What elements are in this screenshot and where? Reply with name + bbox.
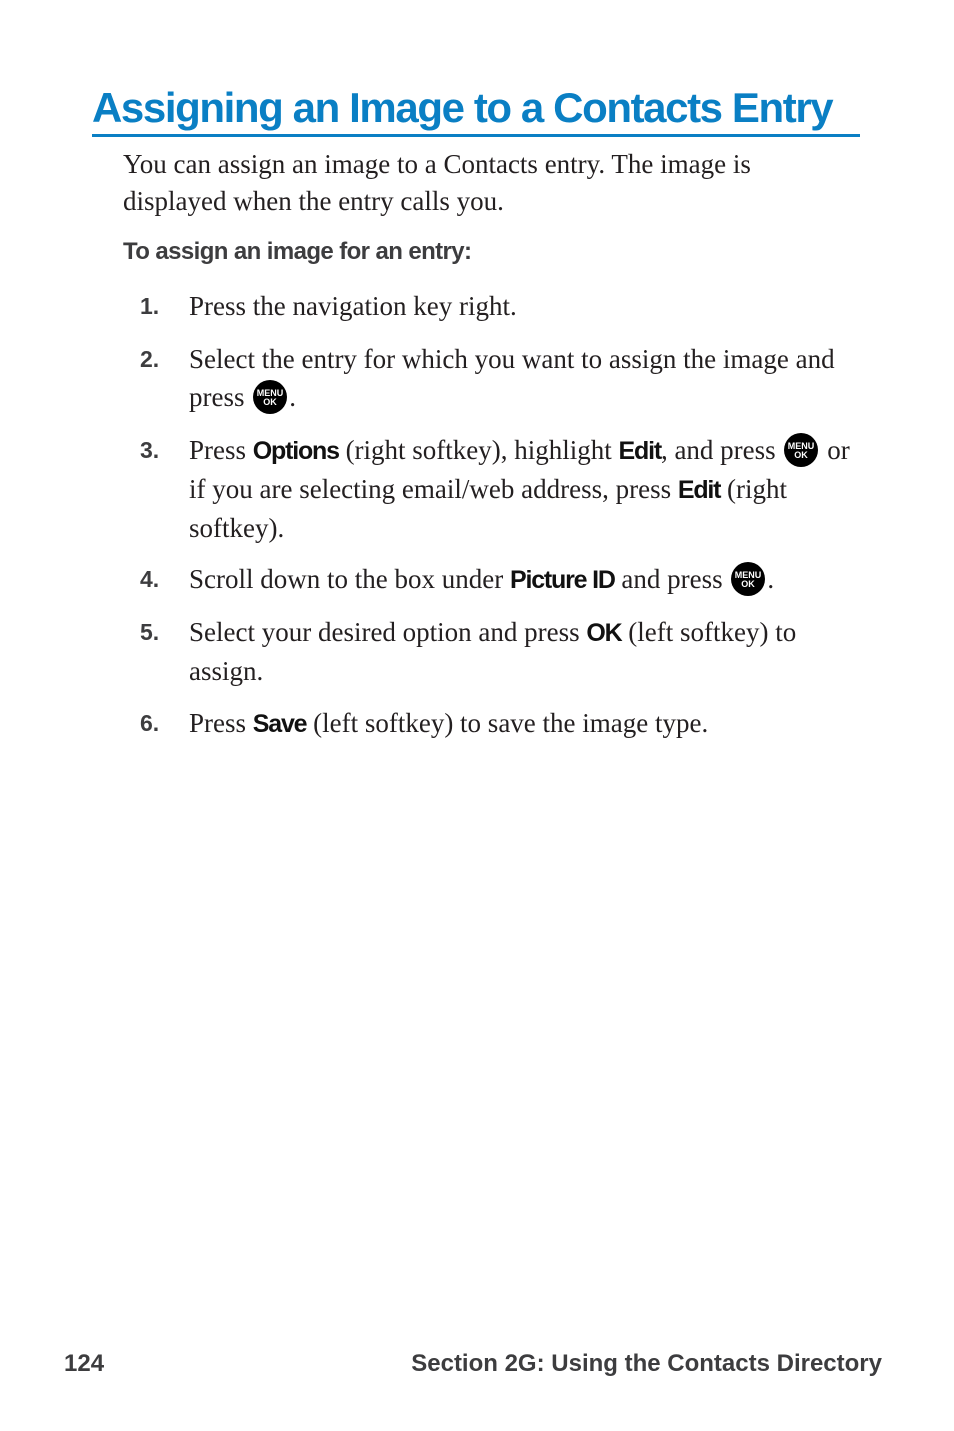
softkey-save-label: Save — [252, 710, 307, 738]
step-number: 5. — [140, 619, 160, 645]
page-title: Assigning an Image to a Contacts Entry — [92, 82, 860, 137]
step-text — [189, 613, 854, 690]
step-number: 6. — [140, 710, 160, 736]
section-footer: Section 2G: Using the Contacts Directory — [411, 1350, 882, 1377]
step-text-part: Press — [189, 435, 247, 465]
softkey-ok-label: OK — [586, 619, 622, 647]
step-text-part: , and press — [660, 435, 776, 465]
softkey-edit-label: Edit — [677, 476, 721, 504]
svg-text:OK: OK — [741, 579, 756, 589]
step-number: 1. — [140, 293, 160, 319]
step-text — [189, 431, 854, 547]
step-number: 4. — [140, 566, 160, 592]
step-text-part: Scroll down to the box under — [189, 564, 504, 594]
page-number: 124 — [64, 1350, 105, 1377]
step-number: 3. — [140, 437, 160, 463]
step-text-part: (right softkey), highlight — [345, 435, 612, 465]
step-text-part: Select your desired option and press — [189, 617, 580, 647]
menu-ok-key-icon — [784, 433, 818, 467]
step-text-part: . — [289, 382, 296, 412]
step-text-part: or if you are selecting email/web address, press — [189, 435, 850, 504]
step-text-part: Press — [189, 708, 247, 738]
step-text-part: and press — [621, 564, 723, 594]
step-text-part: (left softkey) to assign. — [189, 617, 797, 686]
step-number: 2. — [140, 346, 160, 372]
intro-paragraph: You can assign an image to a Contacts entry. The image is displayed when the entry calls you. — [123, 149, 751, 216]
svg-text:MENU: MENU — [257, 388, 284, 398]
svg-text:MENU: MENU — [788, 441, 815, 451]
picture-id-label: Picture ID — [509, 566, 615, 594]
menu-edit-label: Edit — [618, 437, 661, 465]
svg-text:MENU: MENU — [735, 570, 762, 580]
svg-text:OK: OK — [794, 450, 809, 460]
svg-text:OK: OK — [263, 397, 277, 407]
step-text — [189, 560, 854, 599]
step-text-part: Select the entry for which you want to assign the image and press — [189, 344, 835, 412]
step-text — [189, 704, 854, 743]
step-text-part: (left softkey) to save the image type. — [313, 708, 709, 738]
menu-ok-key-icon — [731, 562, 765, 596]
step-text-part: . — [767, 564, 775, 594]
procedure-heading: To assign an image for an entry: — [123, 238, 472, 265]
softkey-options-label: Options — [252, 437, 339, 465]
step-text-part: (right softkey). — [189, 474, 788, 543]
step-text — [189, 340, 854, 416]
menu-ok-key-icon — [253, 380, 287, 414]
step-text: Press the navigation key right. — [189, 291, 517, 321]
